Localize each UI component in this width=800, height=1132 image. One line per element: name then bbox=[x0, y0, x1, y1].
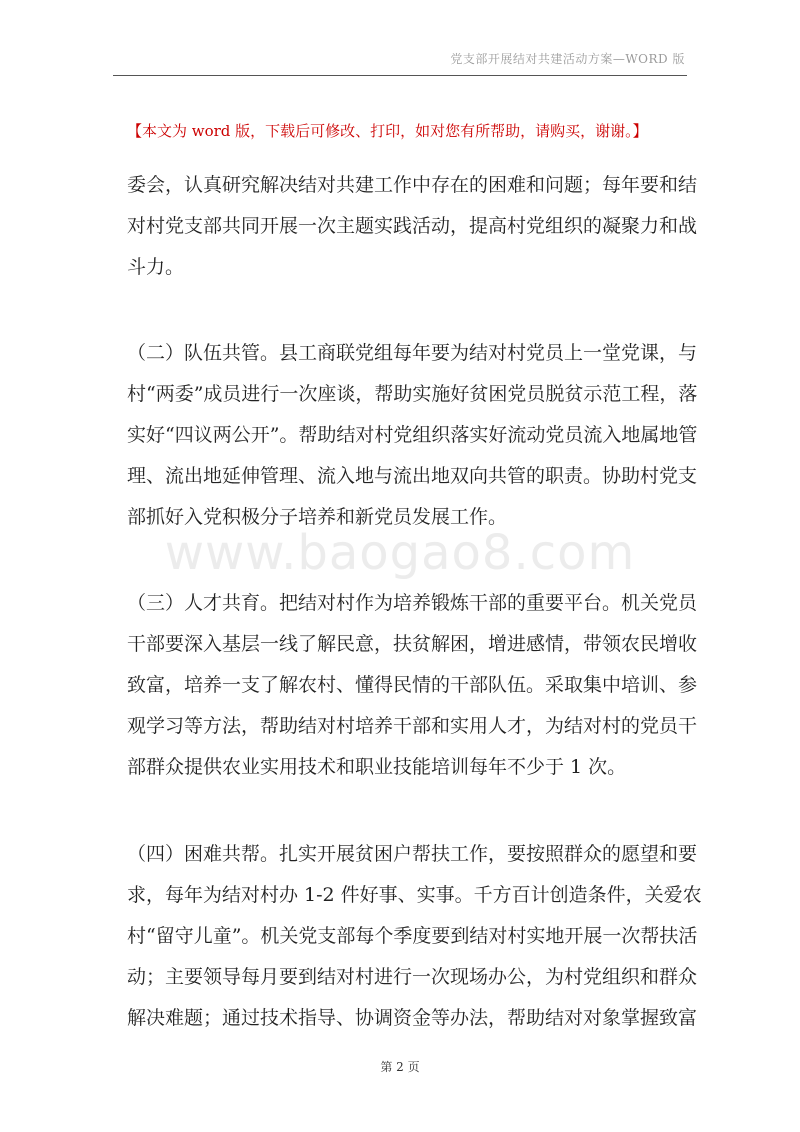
body-line: （二）队伍共管。县工商联党组每年要为结对村党员上一堂党课，与 bbox=[127, 342, 698, 364]
document-header-title: 党支部开展结对共建活动方案—WORD 版 bbox=[450, 52, 685, 66]
body-line: 斗力。 bbox=[127, 256, 185, 278]
body-line: （三）人才共育。把结对村作为培养锻炼干部的重要平台。机关党员 bbox=[127, 592, 698, 614]
body-line: 理、流出地延伸管理、流入地与流出地双向共管的职责。协助村党支 bbox=[127, 465, 698, 487]
body-line: 干部要深入基层一线了解民意，扶贫解困，增进感情，带领农民增收 bbox=[127, 633, 698, 655]
body-line: 观学习等方法，帮助结对村培养干部和实用人才，为结对村的党员干 bbox=[127, 715, 698, 737]
body-line: 委会，认真研究解决结对共建工作中存在的困难和问题；每年要和结 bbox=[127, 174, 698, 196]
body-line: （四）困难共帮。扎实开展贫困户帮扶工作，要按照群众的愿望和要 bbox=[127, 843, 698, 865]
body-line: 求，每年为结对村办 1-2 件好事、实事。千方百计创造条件，关爱农 bbox=[127, 884, 702, 906]
body-line: 致富，培养一支了解农村、懂得民情的干部队伍。采取集中培训、参 bbox=[127, 674, 698, 696]
body-line: 解决难题；通过技术指导、协调资金等办法，帮助结对对象掌握致富 bbox=[127, 1007, 698, 1029]
purchase-notice: 【本文为 word 版，下载后可修改、打印，如对您有所帮助，请购买，谢谢。】 bbox=[127, 122, 648, 140]
body-line: 部抓好入党积极分子培养和新党员发展工作。 bbox=[127, 506, 508, 528]
body-line: 村“留守儿童”。机关党支部每个季度要到结对村实地开展一次帮扶活 bbox=[127, 925, 698, 947]
body-line: 村“两委”成员进行一次座谈，帮助实施好贫困党员脱贫示范工程，落 bbox=[127, 383, 698, 405]
body-line: 对村党支部共同开展一次主题实践活动，提高村党组织的凝聚力和战 bbox=[127, 215, 698, 237]
body-line: 部群众提供农业实用技术和职业技能培训每年不少于 1 次。 bbox=[127, 756, 627, 778]
watermark: www.baogao8.com bbox=[164, 525, 636, 581]
body-line: 动；主要领导每月要到结对村进行一次现场办公，为村党组织和群众 bbox=[127, 966, 698, 988]
header-divider bbox=[113, 75, 687, 76]
body-line: 实好“四议两公开”。帮助结对村党组织落实好流动党员流入地属地管 bbox=[127, 424, 698, 446]
page-number: 第 2 页 bbox=[380, 1060, 420, 1074]
